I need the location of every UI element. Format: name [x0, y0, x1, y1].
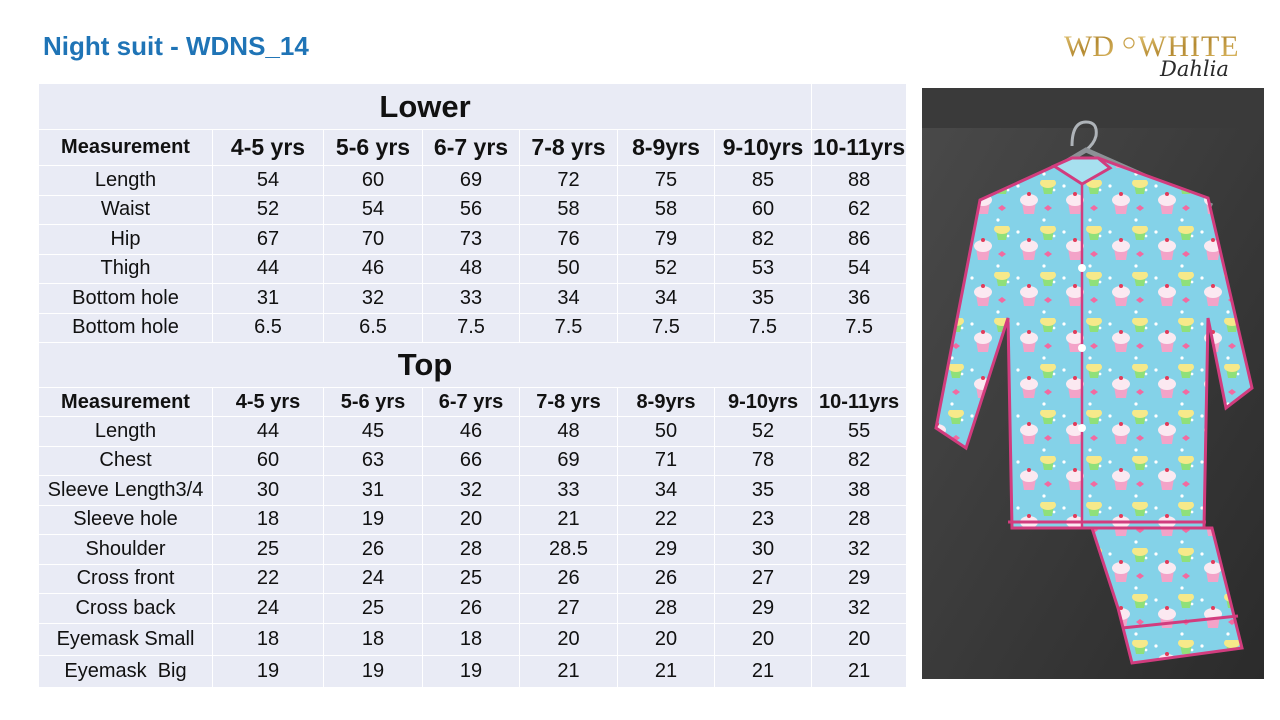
- column-header: 7-8 yrs: [520, 388, 618, 417]
- size-value: 27: [715, 564, 812, 594]
- size-value: 66: [423, 446, 520, 476]
- measurement-label: Shoulder: [39, 535, 213, 565]
- size-value: 54: [812, 254, 907, 284]
- table-row: [39, 166, 907, 196]
- size-value: 7.5: [423, 313, 520, 343]
- size-value: 75: [618, 166, 715, 196]
- size-value: 20: [812, 623, 907, 655]
- size-value: 54: [213, 166, 324, 196]
- size-value: 85: [715, 166, 812, 196]
- size-value: 18: [423, 623, 520, 655]
- size-value: 44: [213, 417, 324, 447]
- size-value: 34: [618, 284, 715, 314]
- size-value: 46: [423, 417, 520, 447]
- size-value: 20: [520, 623, 618, 655]
- size-value: 32: [812, 535, 907, 565]
- table-row: [39, 476, 907, 506]
- measurement-label: Hip: [39, 225, 213, 255]
- column-header: 9-10yrs: [715, 130, 812, 166]
- size-value: 20: [715, 623, 812, 655]
- empty-cell: [812, 84, 907, 130]
- top-section-header: [39, 343, 907, 388]
- size-value: 19: [324, 655, 423, 687]
- size-value: 25: [324, 594, 423, 624]
- size-value: 86: [812, 225, 907, 255]
- size-value: 18: [213, 505, 324, 535]
- size-value: 76: [520, 225, 618, 255]
- size-value: 7.5: [715, 313, 812, 343]
- size-value: 30: [213, 476, 324, 506]
- measurement-label: Bottom hole: [39, 284, 213, 314]
- table-row: [39, 284, 907, 314]
- table-row: [39, 446, 907, 476]
- size-value: 28: [812, 505, 907, 535]
- size-value: 69: [520, 446, 618, 476]
- size-value: 55: [812, 417, 907, 447]
- size-value: 38: [812, 476, 907, 506]
- size-value: 50: [520, 254, 618, 284]
- column-header: 9-10yrs: [715, 388, 812, 417]
- column-header: 7-8 yrs: [520, 130, 618, 166]
- size-value: 82: [812, 446, 907, 476]
- size-value: 45: [324, 417, 423, 447]
- size-value: 73: [423, 225, 520, 255]
- column-header: 8-9yrs: [618, 130, 715, 166]
- size-value: 28: [618, 594, 715, 624]
- table-row: [39, 564, 907, 594]
- size-value: 26: [324, 535, 423, 565]
- size-value: 21: [618, 655, 715, 687]
- size-value: 44: [213, 254, 324, 284]
- table-row: [39, 254, 907, 284]
- size-chart-table: [38, 83, 907, 688]
- size-value: 25: [213, 535, 324, 565]
- size-value: 28.5: [520, 535, 618, 565]
- size-value: 79: [618, 225, 715, 255]
- size-value: 21: [715, 655, 812, 687]
- size-value: 53: [715, 254, 812, 284]
- lower-section-header: [39, 84, 907, 130]
- size-value: 35: [715, 476, 812, 506]
- measurement-label: Sleeve hole: [39, 505, 213, 535]
- size-value: 29: [715, 594, 812, 624]
- logo-dahlia-script: Dahlia: [1160, 57, 1229, 81]
- size-value: 20: [423, 505, 520, 535]
- table-row: [39, 313, 907, 343]
- logo-white-text: WHITE: [1138, 30, 1240, 63]
- column-header: 4-5 yrs: [213, 388, 324, 417]
- size-value: 56: [423, 195, 520, 225]
- size-value: 6.5: [213, 313, 324, 343]
- size-value: 34: [618, 476, 715, 506]
- size-value: 34: [520, 284, 618, 314]
- lower-column-header-row: [39, 130, 907, 166]
- size-value: 52: [715, 417, 812, 447]
- size-value: 52: [213, 195, 324, 225]
- measurement-label: Cross back: [39, 594, 213, 624]
- size-value: 71: [618, 446, 715, 476]
- size-value: 32: [812, 594, 907, 624]
- table-row: [39, 225, 907, 255]
- measurement-label: Eyemask Small: [39, 623, 213, 655]
- lower-section-title: Lower: [39, 84, 812, 130]
- measurement-label: Cross front: [39, 564, 213, 594]
- size-value: 31: [324, 476, 423, 506]
- size-value: 21: [520, 655, 618, 687]
- logo-monogram: WD: [1064, 30, 1114, 63]
- table-row: [39, 594, 907, 624]
- size-value: 69: [423, 166, 520, 196]
- size-value: 29: [618, 535, 715, 565]
- column-header: 6-7 yrs: [423, 130, 520, 166]
- top-column-header-row: [39, 388, 907, 417]
- size-value: 7.5: [812, 313, 907, 343]
- measurement-label: Bottom hole: [39, 313, 213, 343]
- size-value: 60: [324, 166, 423, 196]
- size-value: 78: [715, 446, 812, 476]
- size-value: 67: [213, 225, 324, 255]
- size-value: 19: [324, 505, 423, 535]
- table-row: [39, 535, 907, 565]
- size-value: 18: [324, 623, 423, 655]
- column-header: 5-6 yrs: [324, 388, 423, 417]
- size-value: 7.5: [520, 313, 618, 343]
- page-title: Night suit - WDNS_14: [43, 31, 309, 61]
- column-header: 10-11yrs: [812, 388, 907, 417]
- size-value: 21: [520, 505, 618, 535]
- size-value: 26: [423, 594, 520, 624]
- size-value: 30: [715, 535, 812, 565]
- size-value: 46: [324, 254, 423, 284]
- size-value: 33: [520, 476, 618, 506]
- size-value: 48: [423, 254, 520, 284]
- measurement-label: Waist: [39, 195, 213, 225]
- measurement-label: Eyemask Big: [39, 655, 213, 687]
- size-value: 23: [715, 505, 812, 535]
- size-value: 32: [324, 284, 423, 314]
- size-value: 21: [812, 655, 907, 687]
- size-value: 88: [812, 166, 907, 196]
- size-value: 70: [324, 225, 423, 255]
- size-value: 35: [715, 284, 812, 314]
- size-value: 29: [812, 564, 907, 594]
- product-photo: [922, 88, 1264, 679]
- size-value: 33: [423, 284, 520, 314]
- column-header: Measurement: [39, 130, 213, 166]
- size-value: 6.5: [324, 313, 423, 343]
- size-value: 60: [213, 446, 324, 476]
- size-value: 7.5: [618, 313, 715, 343]
- size-value: 62: [812, 195, 907, 225]
- size-value: 63: [324, 446, 423, 476]
- column-header: 8-9yrs: [618, 388, 715, 417]
- size-value: 25: [423, 564, 520, 594]
- size-value: 26: [618, 564, 715, 594]
- size-value: 60: [715, 195, 812, 225]
- size-value: 22: [213, 564, 324, 594]
- size-value: 26: [520, 564, 618, 594]
- column-header: 5-6 yrs: [324, 130, 423, 166]
- measurement-label: Chest: [39, 446, 213, 476]
- column-header: 4-5 yrs: [213, 130, 324, 166]
- size-value: 31: [213, 284, 324, 314]
- size-value: 19: [213, 655, 324, 687]
- table-row: [39, 417, 907, 447]
- table-row: [39, 195, 907, 225]
- size-value: 54: [324, 195, 423, 225]
- size-value: 18: [213, 623, 324, 655]
- table-row: [39, 655, 907, 687]
- size-value: 58: [520, 195, 618, 225]
- empty-cell: [812, 343, 907, 388]
- column-header: Measurement: [39, 388, 213, 417]
- size-value: 58: [618, 195, 715, 225]
- size-value: 24: [324, 564, 423, 594]
- size-value: 50: [618, 417, 715, 447]
- size-value: 22: [618, 505, 715, 535]
- size-value: 72: [520, 166, 618, 196]
- table-row: [39, 505, 907, 535]
- measurement-label: Sleeve Length3/4: [39, 476, 213, 506]
- size-value: 36: [812, 284, 907, 314]
- measurement-label: Length: [39, 166, 213, 196]
- top-section-title: Top: [39, 343, 812, 388]
- size-value: 27: [520, 594, 618, 624]
- measurement-label: Thigh: [39, 254, 213, 284]
- size-value: 20: [618, 623, 715, 655]
- size-value: 19: [423, 655, 520, 687]
- size-value: 82: [715, 225, 812, 255]
- size-value: 48: [520, 417, 618, 447]
- measurement-label: Length: [39, 417, 213, 447]
- column-header: 10-11yrs: [812, 130, 907, 166]
- dahlia-flower-icon: [1124, 38, 1134, 48]
- table-row: [39, 623, 907, 655]
- size-value: 32: [423, 476, 520, 506]
- size-value: 28: [423, 535, 520, 565]
- size-value: 24: [213, 594, 324, 624]
- size-value: 52: [618, 254, 715, 284]
- brand-logo: [1058, 26, 1254, 84]
- column-header: 6-7 yrs: [423, 388, 520, 417]
